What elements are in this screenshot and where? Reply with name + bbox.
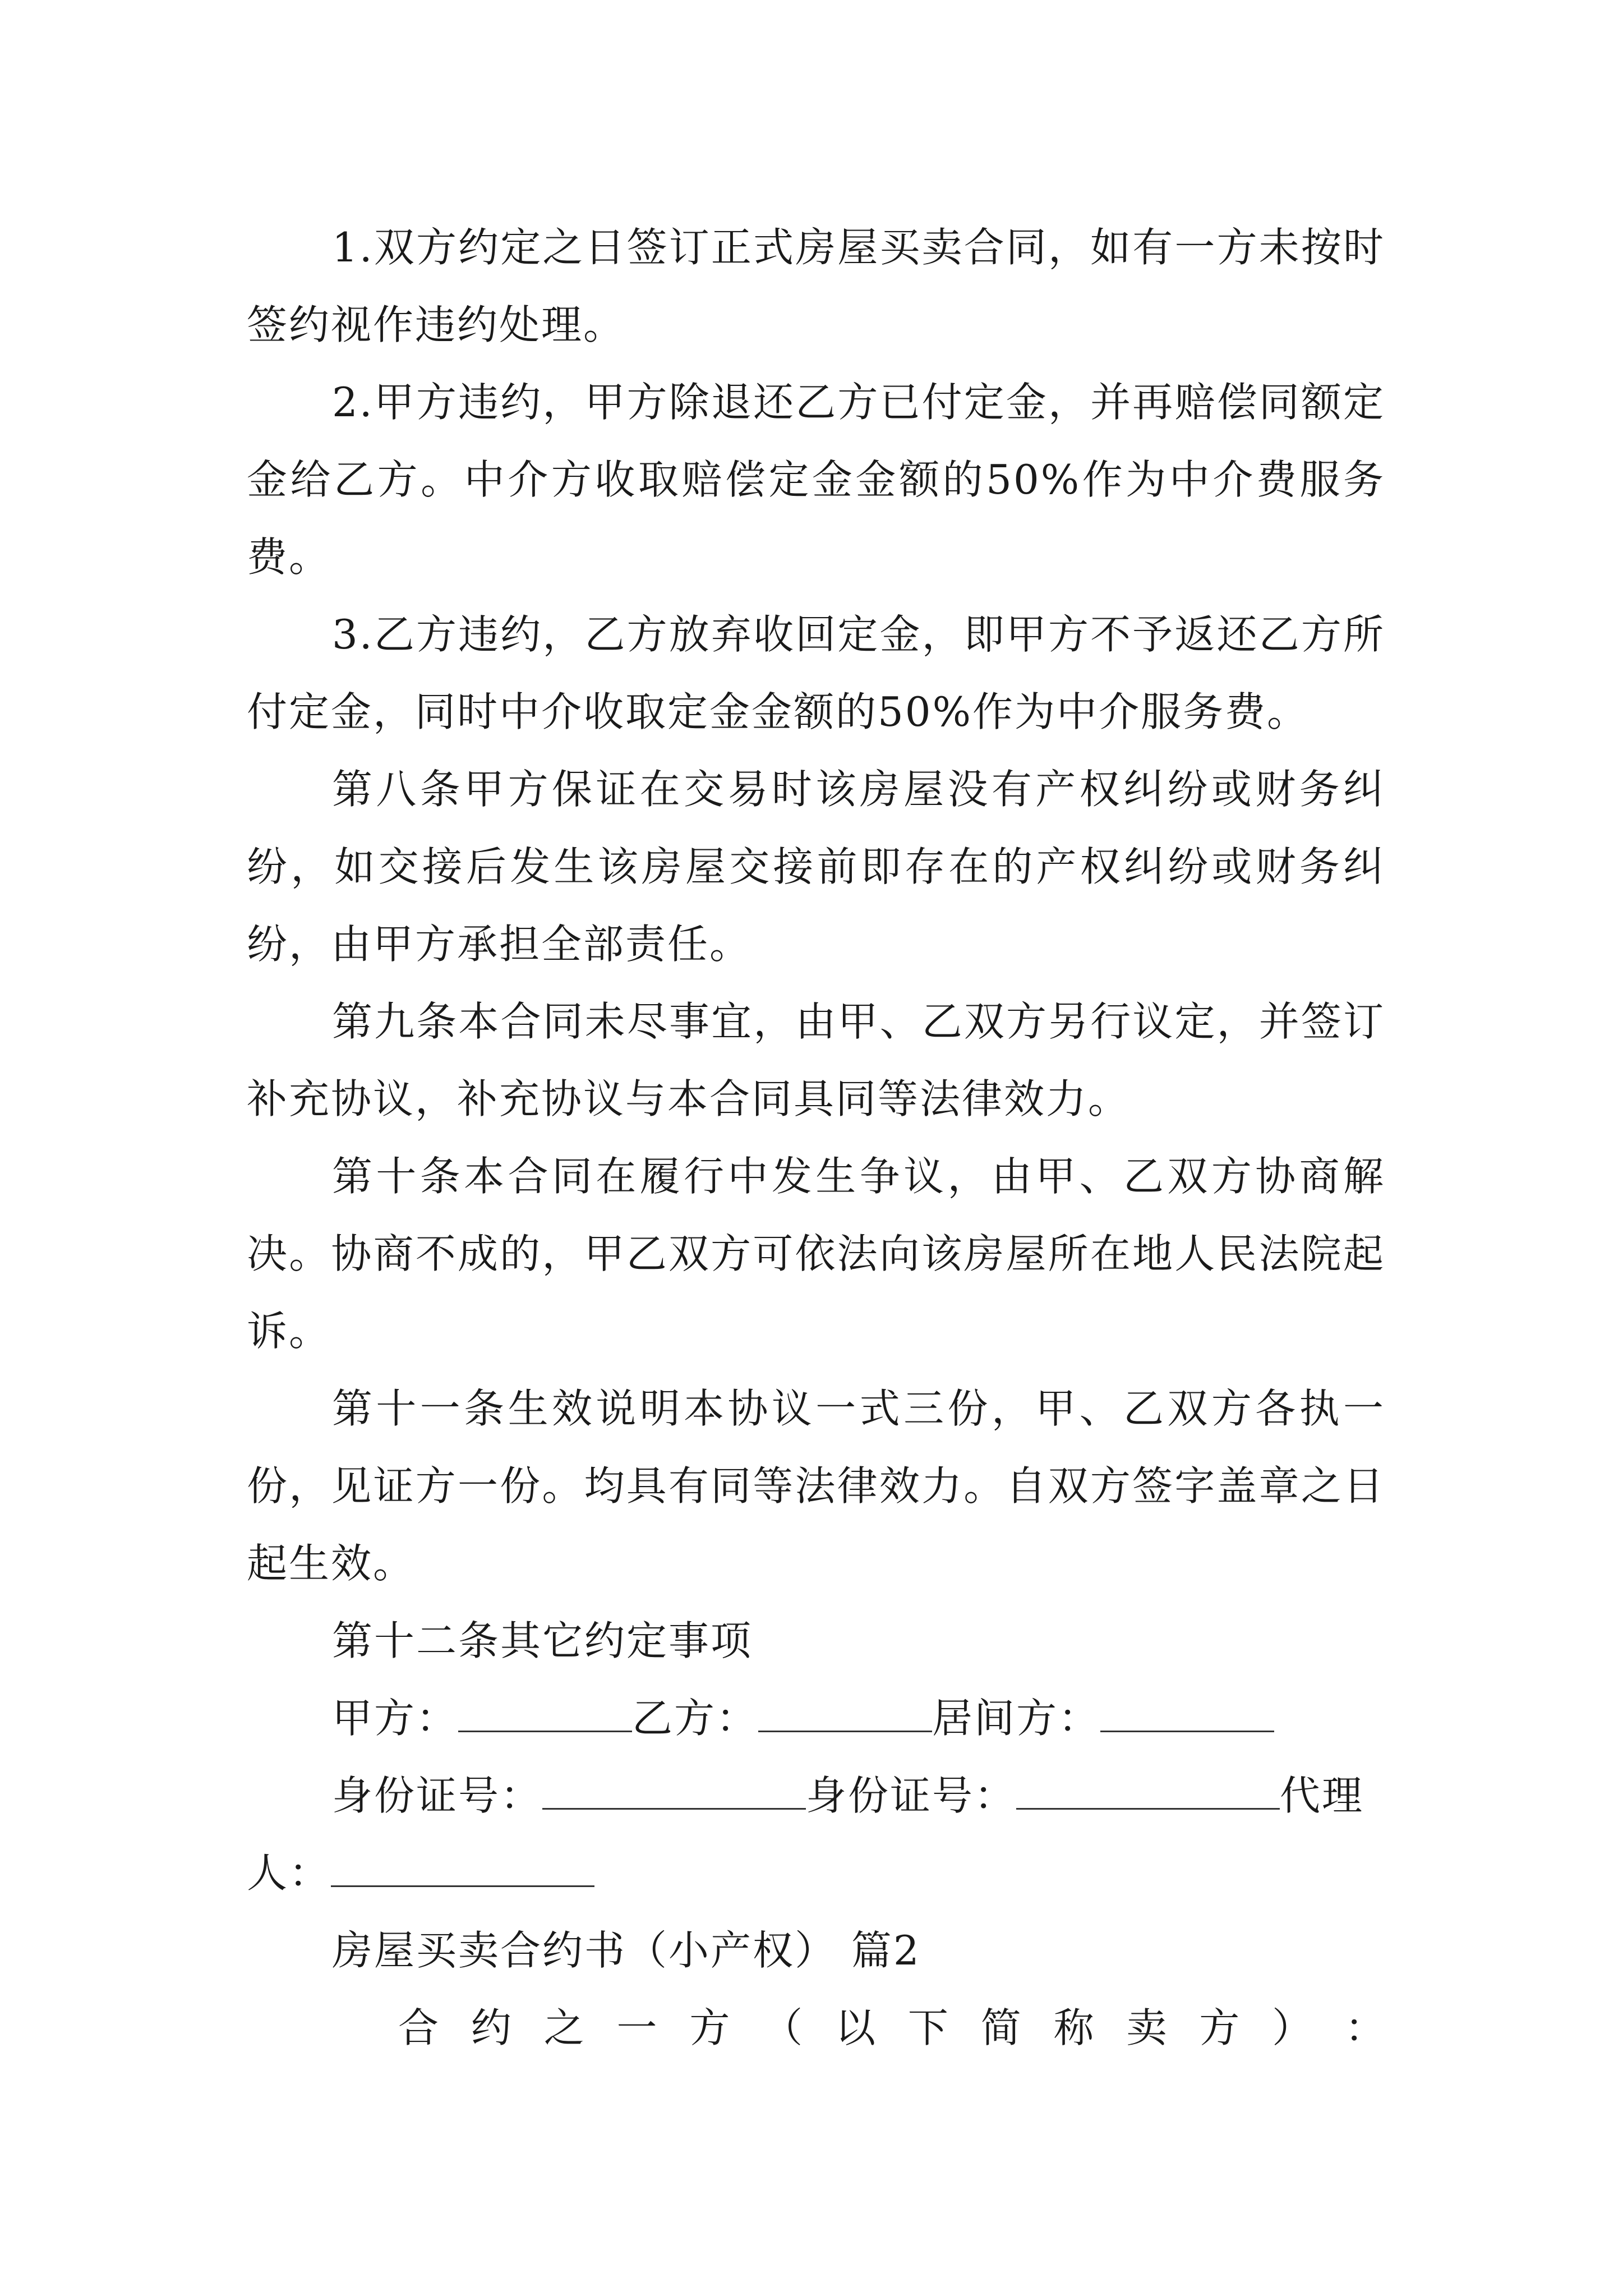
spread-char: 方: [689, 2004, 730, 2051]
intermediary-label: 居间方：: [932, 1695, 1101, 1742]
next-contract-title: 房屋买卖合约书（小产权） 篇2: [332, 1927, 921, 1974]
clause-2: 2.甲方违约，甲方除退还乙方已付定金，并再赔偿同额定金给乙方。中介方收取赔偿定金金额的50%作为中介费服务费。: [247, 379, 1385, 581]
party-a-blank: [458, 1697, 632, 1732]
article-12: 第十二条其它约定事项: [332, 1617, 753, 1664]
spread-char: 约: [471, 2004, 511, 2051]
spread-char: ：: [1344, 2004, 1385, 2051]
agent-label-part1: 代理: [1280, 1772, 1364, 1819]
id-blank-2: [1016, 1774, 1280, 1810]
id-blank-1: [542, 1774, 806, 1810]
article-10: 第十条本合同在履行中发生争议，由甲、乙双方协商解决。协商不成的，甲乙双方可依法向该房屋所在地人民法院起诉。: [247, 1153, 1385, 1355]
document-page: [247, 209, 1385, 2067]
id-label-2: 身份证号：: [806, 1772, 1017, 1819]
intermediary-blank: [1100, 1697, 1274, 1732]
spread-char: 称: [1053, 2004, 1094, 2051]
spread-char: 方: [1199, 2004, 1240, 2051]
spread-char: ）: [1272, 2004, 1313, 2051]
seller-intro-line: [247, 1989, 1385, 2067]
article-9: 第九条本合同未尽事宜，由甲、乙双方另行议定，并签订补充协议，补充协议与本合同具同等法律效力。: [247, 998, 1385, 1122]
spread-char: 简: [980, 2004, 1021, 2051]
signature-id-line: [247, 1757, 1385, 1834]
clause-3: 3.乙方违约，乙方放弃收回定金，即甲方不予返还乙方所付定金，同时中介收取定金金额的50%作为中介服务费。: [247, 611, 1385, 735]
party-a-label: 甲方：: [332, 1695, 459, 1742]
spread-char: （: [762, 2004, 803, 2051]
spread-char: 下: [907, 2004, 948, 2051]
spread-char: 卖: [1126, 2004, 1167, 2051]
article-11: 第十一条生效说明本协议一式三份，甲、乙双方各执一份，见证方一份。均具有同等法律效力。自双方签字盖章之日起生效。: [247, 1385, 1385, 1587]
signature-agent-line: [247, 1834, 1385, 1912]
party-b-label: 乙方：: [632, 1695, 759, 1742]
spread-char: 合: [398, 2004, 439, 2051]
id-label-1: 身份证号：: [332, 1772, 543, 1819]
article-8: 第八条甲方保证在交易时该房屋没有产权纠纷或财务纠纷，如交接后发生该房屋交接前即存在的产权纠纷或财务纠纷，由甲方承担全部责任。: [247, 766, 1385, 968]
signature-parties-line: [247, 1680, 1385, 1757]
party-b-blank: [758, 1697, 932, 1732]
spread-char: 一: [616, 2004, 657, 2051]
clause-1: 1.双方约定之日签订正式房屋买卖合同，如有一方未按时签约视作违约处理。: [247, 224, 1385, 348]
spread-char: 之: [543, 2004, 584, 2051]
spread-char: 以: [835, 2004, 876, 2051]
agent-blank: [331, 1852, 594, 1887]
agent-label-part2: 人：: [247, 1849, 331, 1897]
